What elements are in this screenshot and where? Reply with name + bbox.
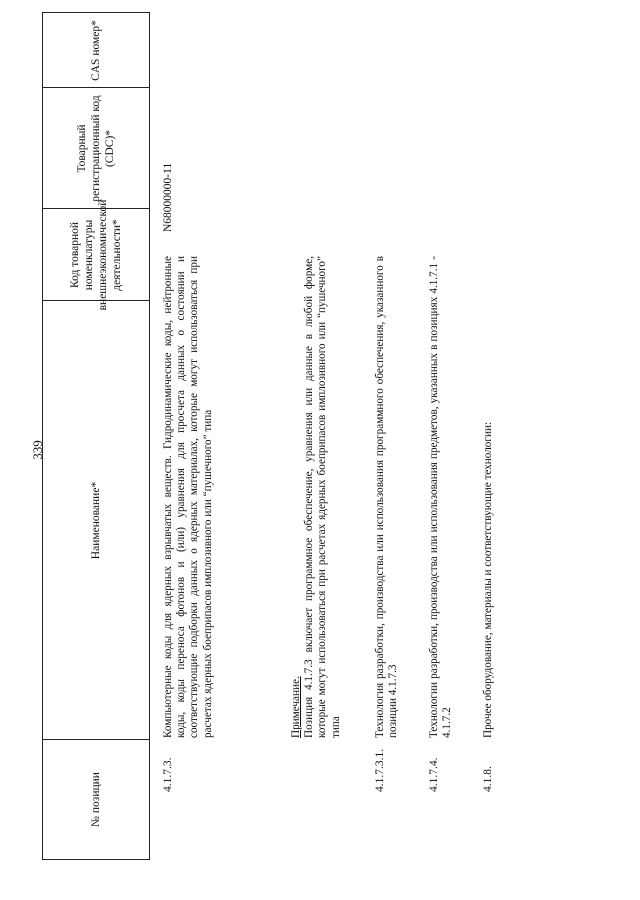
row-position: 4.1.7.3. [162, 757, 174, 792]
row-note [290, 256, 343, 738]
row-position: 4.1.7.4. [428, 757, 440, 792]
table-header [42, 12, 150, 860]
row-position: 4.1.7.3.1. [374, 748, 386, 792]
row-description: Компьютерные коды для ядерных взрывчатых веществ. Гидродинамические коды, нейтронные коды, коды переноса фотонов и (или) уравнения для просчета данных о состоянии и соответствующие подборки данных о ядерных материалах, которые могут использоваться при расчетах ядерных боеприпасов имплозивного или “пушечного” типа [162, 256, 214, 738]
row-description: Прочее оборудование, материалы и соответствующие технологии: [482, 421, 494, 738]
row-description: Технология разработки, производства или использования программного обеспечения, указанного в позиции 4.1.7.3 [374, 256, 400, 738]
page-number: 339 [30, 440, 45, 460]
header-name: Наименование* [90, 481, 102, 560]
note-label: Примечание. [290, 676, 302, 738]
header-position: № позиции [90, 772, 102, 827]
row-description: Технологии разработки, производства или использования предметов, указанных в позициях 4.1.7.1 - 4.1.7.2 [428, 256, 454, 738]
header-cas-number: CAS номер* [90, 20, 102, 81]
header-tnved-code: Код товарной номенклатуры внешнеэкономической деятельности* [69, 199, 123, 311]
header-cdc-code: Товарный регистрационный код (CDC)* [76, 95, 116, 202]
row-position: 4.1.8. [482, 766, 494, 792]
row-cdc-code: N68000000-11 [162, 162, 174, 232]
note-text: Позиция 4.1.7.3 включает программное обеспечение, уравнения или данные в любой форме, которые могут использоваться при расчетах ядерных боеприпасов имплозивного или “пушечного” типа [303, 256, 342, 738]
